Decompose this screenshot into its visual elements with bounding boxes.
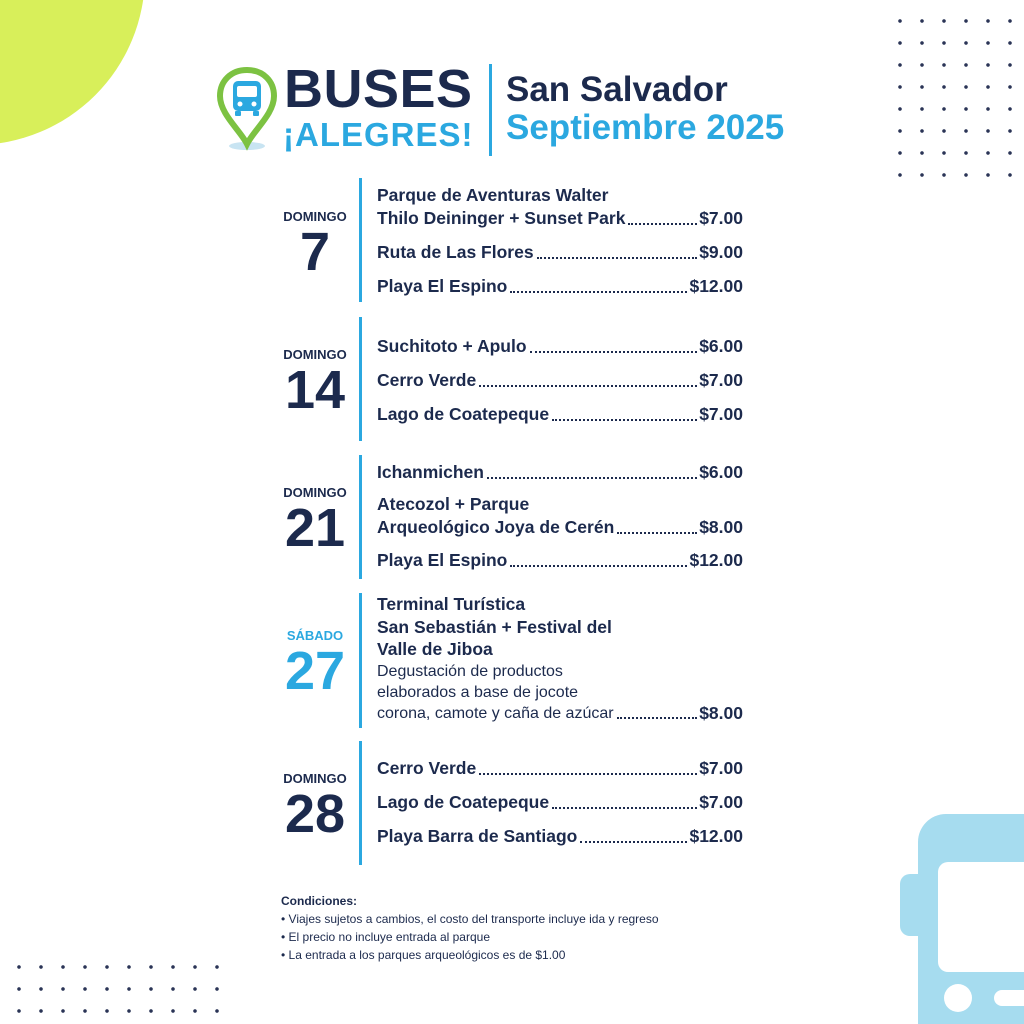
trip-price: $12.00 [689, 826, 743, 846]
trip-price: $7.00 [699, 792, 743, 812]
condition-item: • El precio no incluye entrada al parque [281, 930, 490, 944]
dot-leader [580, 841, 687, 843]
trip-name: Lago de Coatepeque [377, 404, 550, 424]
trip-row [377, 369, 743, 392]
header-month: Septiembre 2025 [506, 108, 785, 147]
trip-price: $12.00 [689, 550, 743, 570]
day-label [270, 347, 360, 420]
trip-price: $12.00 [689, 276, 743, 296]
day-name: DOMINGO [283, 771, 347, 786]
trip-name: Valle de Jiboa [377, 639, 493, 659]
condition-item: • La entrada a los parques arqueológicos es de $1.00 [281, 948, 566, 962]
day-label [270, 209, 360, 282]
decorative-dot-grid [889, 10, 1021, 186]
day-label [270, 771, 360, 844]
dot-leader [510, 291, 687, 293]
day-number: 28 [284, 784, 346, 844]
trip-row [377, 403, 743, 426]
location-pin-bus-icon [216, 66, 278, 152]
trip-name: Playa El Espino [377, 550, 508, 570]
trip-name: Ruta de Las Flores [377, 242, 534, 262]
trip-price: $9.00 [699, 242, 743, 262]
dot-leader [530, 351, 698, 353]
trip-price: $8.00 [699, 702, 743, 723]
dot-leader [479, 773, 697, 775]
dot-leader [510, 565, 687, 567]
decorative-lime-shape [0, 0, 145, 145]
trip-name: Cerro Verde [377, 370, 477, 390]
trip-name: Thilo Deininger + Sunset Park [377, 208, 626, 228]
trip-price: $7.00 [699, 370, 743, 390]
dot-leader [479, 385, 697, 387]
trip-description: Degustación de productos [377, 662, 563, 680]
brand-name-line2: ¡ALEGRES! [283, 116, 474, 153]
trip-row [377, 335, 743, 358]
trip-price: $6.00 [699, 336, 743, 356]
dot-leader [537, 257, 698, 259]
dot-leader [617, 717, 698, 719]
trip-name: Cerro Verde [377, 758, 477, 778]
header-city: San Salvador [506, 70, 728, 109]
day-number: 14 [284, 360, 346, 420]
trip-name: San Sebastián + Festival del [377, 616, 612, 637]
day-name: DOMINGO [283, 347, 347, 362]
day-label [270, 485, 360, 558]
trip-description: elaborados a base de jocote [377, 683, 579, 701]
trip-row [377, 461, 743, 484]
trip-price: $7.00 [699, 208, 743, 228]
trip-row [377, 184, 743, 230]
conditions-section [281, 892, 659, 964]
trip-row [377, 493, 743, 539]
dot-leader [617, 532, 697, 534]
condition-item: • Viajes sujetos a cambios, el costo del transporte incluye ida y regreso [281, 912, 659, 926]
trip-row [377, 593, 743, 724]
trip-row [377, 791, 743, 814]
trip-price: $8.00 [699, 517, 743, 537]
trip-name: Ichanmichen [377, 462, 484, 482]
trip-name: Playa Barra de Santiago [377, 826, 578, 846]
trip-price: $7.00 [699, 758, 743, 778]
day-name: SÁBADO [286, 628, 344, 643]
trip-row [377, 275, 743, 298]
conditions-title: Condiciones: [281, 894, 358, 908]
trip-name: Arqueológico Joya de Cerén [377, 517, 615, 537]
day-number: 27 [284, 641, 346, 701]
trip-price: $7.00 [699, 404, 743, 424]
day-name: DOMINGO [283, 209, 347, 224]
trip-name: Terminal Turística [377, 594, 526, 614]
trip-price: $6.00 [699, 462, 743, 482]
day-label [270, 628, 360, 701]
trip-name: Atecozol + Parque [377, 494, 530, 514]
trip-name: Lago de Coatepeque [377, 792, 550, 812]
trip-row [377, 757, 743, 780]
header-divider [489, 64, 492, 156]
day-name: DOMINGO [283, 485, 347, 500]
trip-description: corona, camote y caña de azúcar [377, 704, 614, 722]
trip-row [377, 549, 743, 572]
dot-leader [628, 223, 697, 225]
decorative-dot-grid [8, 956, 228, 1022]
trip-name: Playa El Espino [377, 276, 508, 296]
trip-row [377, 241, 743, 264]
dot-leader [552, 419, 697, 421]
trip-name: Parque de Aventuras Walter [377, 185, 609, 205]
day-number: 7 [299, 222, 331, 282]
brand-name-line1: BUSES [284, 59, 473, 119]
dot-leader [487, 477, 697, 479]
trip-row [377, 825, 743, 848]
decorative-bus-icon [918, 814, 1024, 1024]
dot-leader [552, 807, 697, 809]
trip-name: Suchitoto + Apulo [377, 336, 527, 356]
day-number: 21 [284, 498, 346, 558]
